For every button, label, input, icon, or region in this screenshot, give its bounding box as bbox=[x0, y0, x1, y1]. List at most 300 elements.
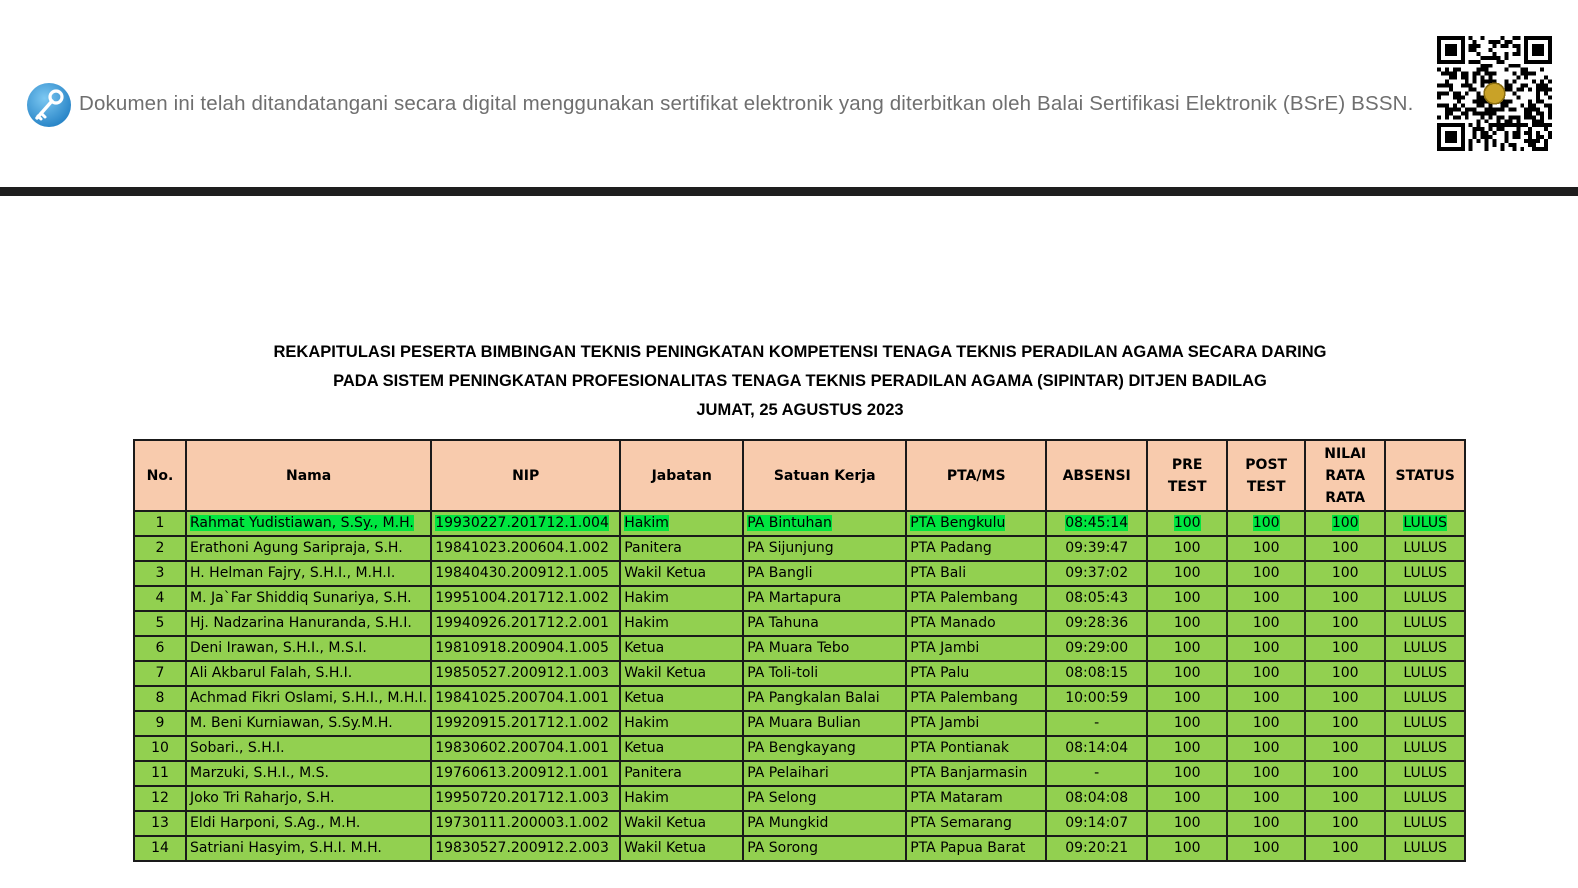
cell-text: PA Toli-toli bbox=[747, 665, 819, 681]
cell-nip bbox=[431, 561, 620, 586]
cell-absensi bbox=[1046, 511, 1147, 536]
cell-text: LULUS bbox=[1403, 815, 1447, 831]
cell-pta-ms bbox=[906, 736, 1046, 761]
cell-text: LULUS bbox=[1403, 540, 1447, 556]
column-header-post-test: POST TEST bbox=[1227, 440, 1305, 511]
cell-post-test bbox=[1227, 536, 1305, 561]
cell-satuan-kerja bbox=[743, 561, 906, 586]
cell-pta-ms bbox=[906, 761, 1046, 786]
cell-text: 100 bbox=[1173, 815, 1201, 831]
cell-text: 100 bbox=[1173, 740, 1201, 756]
table-row bbox=[134, 811, 1465, 836]
cell-satuan-kerja bbox=[743, 711, 906, 736]
cell-pre-test bbox=[1147, 586, 1227, 611]
cell-pta-ms bbox=[906, 586, 1046, 611]
cell-text: - bbox=[1094, 715, 1100, 731]
cell-text: M. Ja`Far Shiddiq Sunariya, S.H. bbox=[190, 590, 412, 606]
cell-text: 100 bbox=[1252, 815, 1280, 831]
column-header-satuan-kerja: Satuan Kerja bbox=[743, 440, 906, 511]
cell-jabatan bbox=[620, 711, 743, 736]
cell-nama bbox=[186, 786, 431, 811]
table-row bbox=[134, 611, 1465, 636]
cell-nama bbox=[186, 511, 431, 536]
cell-text: 6 bbox=[155, 640, 165, 656]
cell-text: 100 bbox=[1331, 790, 1359, 806]
column-header-pta-ms: PTA/MS bbox=[906, 440, 1046, 511]
cell-absensi bbox=[1046, 761, 1147, 786]
cell-status bbox=[1385, 536, 1465, 561]
cell-no bbox=[134, 511, 186, 536]
cell-text: Wakil Ketua bbox=[624, 815, 707, 831]
cell-nip bbox=[431, 786, 620, 811]
cell-status bbox=[1385, 611, 1465, 636]
cell-no bbox=[134, 586, 186, 611]
cell-text: PTA Papua Barat bbox=[910, 840, 1026, 856]
cell-text: 09:20:21 bbox=[1065, 840, 1129, 856]
cell-text: PTA Palembang bbox=[910, 690, 1018, 706]
cell-nip bbox=[431, 836, 620, 861]
cell-nip bbox=[431, 536, 620, 561]
cell-text: 08:08:15 bbox=[1065, 665, 1129, 681]
cell-no bbox=[134, 536, 186, 561]
cell-nama bbox=[186, 811, 431, 836]
cell-nilai-rata-rata bbox=[1305, 711, 1385, 736]
column-header-status: STATUS bbox=[1385, 440, 1465, 511]
cell-text: 19830527.200912.2.003 bbox=[435, 840, 609, 856]
cell-text: PA Sorong bbox=[747, 840, 818, 856]
cell-text: 10:00:59 bbox=[1065, 690, 1129, 706]
cell-nip bbox=[431, 811, 620, 836]
table-row bbox=[134, 736, 1465, 761]
cell-no bbox=[134, 736, 186, 761]
cell-text: 100 bbox=[1173, 665, 1201, 681]
cell-text: PA Muara Bulian bbox=[747, 715, 861, 731]
cell-nama bbox=[186, 686, 431, 711]
cell-text: Erathoni Agung Saripraja, S.H. bbox=[190, 540, 403, 556]
cell-absensi bbox=[1046, 811, 1147, 836]
cell-text: 100 bbox=[1331, 690, 1359, 706]
cell-text: 12 bbox=[151, 790, 169, 806]
cell-text: 100 bbox=[1331, 615, 1359, 631]
cell-nilai-rata-rata bbox=[1305, 636, 1385, 661]
cell-satuan-kerja bbox=[743, 636, 906, 661]
cell-nip bbox=[431, 511, 620, 536]
cell-satuan-kerja bbox=[743, 736, 906, 761]
cell-text: H. Helman Fajry, S.H.I., M.H.I. bbox=[190, 565, 396, 581]
cell-pre-test bbox=[1147, 561, 1227, 586]
cell-text: 100 bbox=[1252, 565, 1280, 581]
digital-signature-banner bbox=[0, 0, 1578, 196]
table-row bbox=[134, 786, 1465, 811]
cell-jabatan bbox=[620, 586, 743, 611]
cell-absensi bbox=[1046, 661, 1147, 686]
header-divider bbox=[0, 187, 1578, 196]
cell-text: 19951004.201712.1.002 bbox=[435, 590, 609, 606]
cell-text: 10 bbox=[151, 740, 169, 756]
cell-jabatan bbox=[620, 636, 743, 661]
cell-text: 09:39:47 bbox=[1065, 540, 1129, 556]
cell-text: 100 bbox=[1252, 765, 1280, 781]
cell-text: 100 bbox=[1252, 665, 1280, 681]
cell-satuan-kerja bbox=[743, 511, 906, 536]
cell-pta-ms bbox=[906, 786, 1046, 811]
cell-absensi bbox=[1046, 736, 1147, 761]
cell-text: LULUS bbox=[1403, 840, 1447, 856]
cell-text: LULUS bbox=[1403, 765, 1447, 781]
cell-post-test bbox=[1227, 561, 1305, 586]
cell-satuan-kerja bbox=[743, 836, 906, 861]
cell-text: PTA Palu bbox=[910, 665, 970, 681]
cell-jabatan bbox=[620, 611, 743, 636]
cell-status bbox=[1385, 586, 1465, 611]
cell-text: 09:37:02 bbox=[1065, 565, 1129, 581]
column-header-jabatan: Jabatan bbox=[620, 440, 743, 511]
cell-absensi bbox=[1046, 711, 1147, 736]
cell-nilai-rata-rata bbox=[1305, 836, 1385, 861]
cell-pre-test bbox=[1147, 836, 1227, 861]
cell-text: 7 bbox=[155, 665, 165, 681]
cell-post-test bbox=[1227, 811, 1305, 836]
cell-no bbox=[134, 836, 186, 861]
cell-text: 100 bbox=[1173, 565, 1201, 581]
cell-post-test bbox=[1227, 586, 1305, 611]
cell-jabatan bbox=[620, 736, 743, 761]
cell-text: Rahmat Yudistiawan, S.Sy., M.H. bbox=[190, 515, 414, 531]
cell-pre-test bbox=[1147, 611, 1227, 636]
cell-text: PA Bintuhan bbox=[747, 515, 832, 531]
table-row bbox=[134, 761, 1465, 786]
cell-text: LULUS bbox=[1403, 740, 1447, 756]
cell-status bbox=[1385, 711, 1465, 736]
cell-status bbox=[1385, 561, 1465, 586]
cell-text: Hakim bbox=[624, 790, 669, 806]
signature-notice: Dokumen ini telah ditandatangani secara digital menggunakan sertifikat elektronik yang diterbitkan oleh Balai Sertifikasi Elektronik (BSrE) BSSN. bbox=[79, 92, 1414, 115]
cell-nip bbox=[431, 711, 620, 736]
cell-nama bbox=[186, 586, 431, 611]
cell-text: 3 bbox=[155, 565, 165, 581]
cell-nilai-rata-rata bbox=[1305, 686, 1385, 711]
cell-pta-ms bbox=[906, 661, 1046, 686]
table-row bbox=[134, 636, 1465, 661]
cell-nama bbox=[186, 711, 431, 736]
cell-jabatan bbox=[620, 536, 743, 561]
cell-text: 100 bbox=[1331, 565, 1359, 581]
cell-nilai-rata-rata bbox=[1305, 811, 1385, 836]
cell-text: Satriani Hasyim, S.H.I. M.H. bbox=[190, 840, 382, 856]
cell-text: 19830602.200704.1.001 bbox=[435, 740, 609, 756]
cell-pta-ms bbox=[906, 811, 1046, 836]
cell-text: 9 bbox=[155, 715, 165, 731]
cell-text: 100 bbox=[1252, 515, 1280, 531]
cell-satuan-kerja bbox=[743, 686, 906, 711]
cell-text: 100 bbox=[1331, 740, 1359, 756]
cell-nama bbox=[186, 536, 431, 561]
cell-status bbox=[1385, 786, 1465, 811]
cell-text: PTA Padang bbox=[910, 540, 992, 556]
cell-nilai-rata-rata bbox=[1305, 661, 1385, 686]
qr-code-icon bbox=[1437, 36, 1552, 151]
cell-no bbox=[134, 761, 186, 786]
cell-text: 100 bbox=[1331, 815, 1359, 831]
cell-nama bbox=[186, 561, 431, 586]
cell-text: PA Bengkayang bbox=[747, 740, 856, 756]
cell-nama bbox=[186, 736, 431, 761]
title-line-1: REKAPITULASI PESERTA BIMBINGAN TEKNIS PENINGKATAN KOMPETENSI TENAGA TEKNIS PERADILAN AGAMA SECARA DARING bbox=[273, 343, 1327, 361]
cell-text: 19920915.201712.1.002 bbox=[435, 715, 609, 731]
cell-text: 100 bbox=[1173, 690, 1201, 706]
cell-pta-ms bbox=[906, 636, 1046, 661]
cell-text: Hakim bbox=[624, 590, 669, 606]
cell-nama bbox=[186, 836, 431, 861]
cell-text: LULUS bbox=[1403, 790, 1447, 806]
cell-text: Sobari., S.H.I. bbox=[190, 740, 285, 756]
cell-satuan-kerja bbox=[743, 611, 906, 636]
cell-pre-test bbox=[1147, 711, 1227, 736]
column-header-pre-test: PRE TEST bbox=[1147, 440, 1227, 511]
cell-text: PA Mungkid bbox=[747, 815, 829, 831]
cell-nip bbox=[431, 686, 620, 711]
cell-text: PA Muara Tebo bbox=[747, 640, 850, 656]
cell-text: PTA Semarang bbox=[910, 815, 1012, 831]
table-row bbox=[134, 511, 1465, 536]
cell-absensi bbox=[1046, 836, 1147, 861]
cell-nama bbox=[186, 761, 431, 786]
cell-pta-ms bbox=[906, 561, 1046, 586]
cell-nilai-rata-rata bbox=[1305, 586, 1385, 611]
cell-post-test bbox=[1227, 686, 1305, 711]
cell-text: PTA Pontianak bbox=[910, 740, 1010, 756]
table-body bbox=[134, 511, 1465, 861]
document-title bbox=[0, 340, 1578, 427]
cell-text: 100 bbox=[1252, 540, 1280, 556]
cell-text: 4 bbox=[155, 590, 165, 606]
cell-text: 19950720.201712.1.003 bbox=[435, 790, 609, 806]
cell-post-test bbox=[1227, 786, 1305, 811]
cell-text: PA Martapura bbox=[747, 590, 842, 606]
cell-nip bbox=[431, 586, 620, 611]
cell-pre-test bbox=[1147, 536, 1227, 561]
cell-text: Ali Akbarul Falah, S.H.I. bbox=[190, 665, 353, 681]
cell-text: 08:14:04 bbox=[1065, 740, 1129, 756]
cell-satuan-kerja bbox=[743, 536, 906, 561]
cell-text: 11 bbox=[151, 765, 169, 781]
cell-pre-test bbox=[1147, 686, 1227, 711]
cell-nilai-rata-rata bbox=[1305, 786, 1385, 811]
table-row bbox=[134, 836, 1465, 861]
cell-post-test bbox=[1227, 611, 1305, 636]
cell-text: 100 bbox=[1252, 840, 1280, 856]
cell-text: 100 bbox=[1252, 740, 1280, 756]
cell-status bbox=[1385, 686, 1465, 711]
cell-text: 100 bbox=[1173, 840, 1201, 856]
cell-text: 100 bbox=[1331, 515, 1359, 531]
cell-status bbox=[1385, 811, 1465, 836]
cell-status bbox=[1385, 636, 1465, 661]
cell-text: LULUS bbox=[1403, 665, 1447, 681]
certificate-key-icon bbox=[26, 82, 72, 128]
cell-text: 14 bbox=[151, 840, 169, 856]
cell-text: 2 bbox=[155, 540, 165, 556]
cell-text: 09:14:07 bbox=[1065, 815, 1129, 831]
cell-text: Ketua bbox=[624, 740, 665, 756]
cell-text: Hakim bbox=[624, 515, 669, 531]
cell-jabatan bbox=[620, 761, 743, 786]
cell-status bbox=[1385, 761, 1465, 786]
cell-text: 100 bbox=[1331, 540, 1359, 556]
cell-absensi bbox=[1046, 786, 1147, 811]
cell-status bbox=[1385, 661, 1465, 686]
cell-text: PTA Manado bbox=[910, 615, 996, 631]
table-row bbox=[134, 711, 1465, 736]
cell-text: PTA Banjarmasin bbox=[910, 765, 1028, 781]
cell-text: 100 bbox=[1173, 640, 1201, 656]
cell-status bbox=[1385, 511, 1465, 536]
cell-post-test bbox=[1227, 661, 1305, 686]
cell-post-test bbox=[1227, 736, 1305, 761]
cell-satuan-kerja bbox=[743, 586, 906, 611]
cell-text: Hakim bbox=[624, 615, 669, 631]
cell-nip bbox=[431, 636, 620, 661]
cell-satuan-kerja bbox=[743, 811, 906, 836]
cell-text: 5 bbox=[155, 615, 165, 631]
cell-pre-test bbox=[1147, 811, 1227, 836]
cell-text: 19810918.200904.1.005 bbox=[435, 640, 609, 656]
cell-nilai-rata-rata bbox=[1305, 511, 1385, 536]
cell-text: Wakil Ketua bbox=[624, 665, 707, 681]
cell-text: Joko Tri Raharjo, S.H. bbox=[190, 790, 335, 806]
cell-no bbox=[134, 811, 186, 836]
cell-text: 100 bbox=[1173, 715, 1201, 731]
table-row bbox=[134, 586, 1465, 611]
cell-jabatan bbox=[620, 811, 743, 836]
cell-no bbox=[134, 661, 186, 686]
cell-absensi bbox=[1046, 586, 1147, 611]
cell-text: PTA Mataram bbox=[910, 790, 1003, 806]
cell-text: 100 bbox=[1252, 790, 1280, 806]
table-row bbox=[134, 536, 1465, 561]
cell-absensi bbox=[1046, 561, 1147, 586]
cell-text: 100 bbox=[1252, 640, 1280, 656]
cell-text: 100 bbox=[1331, 590, 1359, 606]
cell-text: Marzuki, S.H.I., M.S. bbox=[190, 765, 329, 781]
cell-text: 09:29:00 bbox=[1065, 640, 1129, 656]
cell-post-test bbox=[1227, 711, 1305, 736]
cell-text: 09:28:36 bbox=[1065, 615, 1129, 631]
cell-satuan-kerja bbox=[743, 761, 906, 786]
cell-text: 19841023.200604.1.002 bbox=[435, 540, 609, 556]
cell-post-test bbox=[1227, 836, 1305, 861]
cell-text: Ketua bbox=[624, 690, 665, 706]
cell-nama bbox=[186, 611, 431, 636]
cell-text: LULUS bbox=[1403, 565, 1447, 581]
cell-text: 100 bbox=[1252, 615, 1280, 631]
cell-pre-test bbox=[1147, 511, 1227, 536]
table-row bbox=[134, 661, 1465, 686]
cell-text: 19730111.200003.1.002 bbox=[435, 815, 609, 831]
cell-pta-ms bbox=[906, 711, 1046, 736]
cell-text: 19841025.200704.1.001 bbox=[435, 690, 609, 706]
cell-pta-ms bbox=[906, 686, 1046, 711]
cell-text: 100 bbox=[1173, 540, 1201, 556]
cell-nip bbox=[431, 611, 620, 636]
title-line-2: PADA SISTEM PENINGKATAN PROFESIONALITAS TENAGA TEKNIS PERADILAN AGAMA (SIPINTAR) DITJEN BADILAG bbox=[333, 372, 1267, 390]
cell-text: 100 bbox=[1252, 690, 1280, 706]
cell-pre-test bbox=[1147, 786, 1227, 811]
column-header-nama: Nama bbox=[186, 440, 431, 511]
title-line-3: JUMAT, 25 AGUSTUS 2023 bbox=[696, 401, 904, 419]
cell-text: 100 bbox=[1331, 665, 1359, 681]
cell-text: Hakim bbox=[624, 715, 669, 731]
cell-text: Wakil Ketua bbox=[624, 840, 707, 856]
cell-text: 19850527.200912.1.003 bbox=[435, 665, 609, 681]
cell-no bbox=[134, 711, 186, 736]
cell-jabatan bbox=[620, 661, 743, 686]
cell-text: Wakil Ketua bbox=[624, 565, 707, 581]
cell-text: PTA Jambi bbox=[910, 715, 980, 731]
cell-text: 100 bbox=[1331, 765, 1359, 781]
cell-text: PA Pelaihari bbox=[747, 765, 829, 781]
cell-nilai-rata-rata bbox=[1305, 761, 1385, 786]
cell-text: 13 bbox=[151, 815, 169, 831]
cell-status bbox=[1385, 836, 1465, 861]
cell-text: LULUS bbox=[1403, 690, 1447, 706]
cell-text: LULUS bbox=[1403, 640, 1447, 656]
participant-table bbox=[133, 439, 1466, 862]
cell-text: PA Pangkalan Balai bbox=[747, 690, 880, 706]
cell-text: 100 bbox=[1331, 640, 1359, 656]
table-row bbox=[134, 686, 1465, 711]
cell-text: PA Tahuna bbox=[747, 615, 819, 631]
cell-text: 8 bbox=[155, 690, 165, 706]
cell-no bbox=[134, 611, 186, 636]
cell-text: LULUS bbox=[1403, 615, 1447, 631]
cell-text: PA Bangli bbox=[747, 565, 813, 581]
cell-nilai-rata-rata bbox=[1305, 611, 1385, 636]
cell-pre-test bbox=[1147, 736, 1227, 761]
cell-no bbox=[134, 686, 186, 711]
cell-pre-test bbox=[1147, 636, 1227, 661]
cell-text: 100 bbox=[1331, 715, 1359, 731]
cell-absensi bbox=[1046, 611, 1147, 636]
cell-text: 19840430.200912.1.005 bbox=[435, 565, 609, 581]
cell-post-test bbox=[1227, 511, 1305, 536]
cell-text: 1 bbox=[155, 515, 165, 531]
cell-status bbox=[1385, 736, 1465, 761]
cell-absensi bbox=[1046, 686, 1147, 711]
cell-jabatan bbox=[620, 836, 743, 861]
cell-text: Deni Irawan, S.H.I., M.S.I. bbox=[190, 640, 367, 656]
cell-text: 100 bbox=[1173, 515, 1201, 531]
cell-text: 100 bbox=[1173, 615, 1201, 631]
column-header-no: No. bbox=[134, 440, 186, 511]
cell-text: Ketua bbox=[624, 640, 665, 656]
cell-nilai-rata-rata bbox=[1305, 561, 1385, 586]
cell-pre-test bbox=[1147, 661, 1227, 686]
table-header-row bbox=[134, 440, 1465, 511]
cell-satuan-kerja bbox=[743, 661, 906, 686]
cell-nip bbox=[431, 661, 620, 686]
cell-text: 08:45:14 bbox=[1065, 515, 1129, 531]
cell-text: PTA Jambi bbox=[910, 640, 980, 656]
table-row bbox=[134, 561, 1465, 586]
cell-pta-ms bbox=[906, 511, 1046, 536]
cell-jabatan bbox=[620, 786, 743, 811]
cell-satuan-kerja bbox=[743, 786, 906, 811]
cell-text: 08:05:43 bbox=[1065, 590, 1129, 606]
cell-text: LULUS bbox=[1403, 715, 1447, 731]
cell-text: M. Beni Kurniawan, S.Sy.M.H. bbox=[190, 715, 393, 731]
cell-pta-ms bbox=[906, 536, 1046, 561]
